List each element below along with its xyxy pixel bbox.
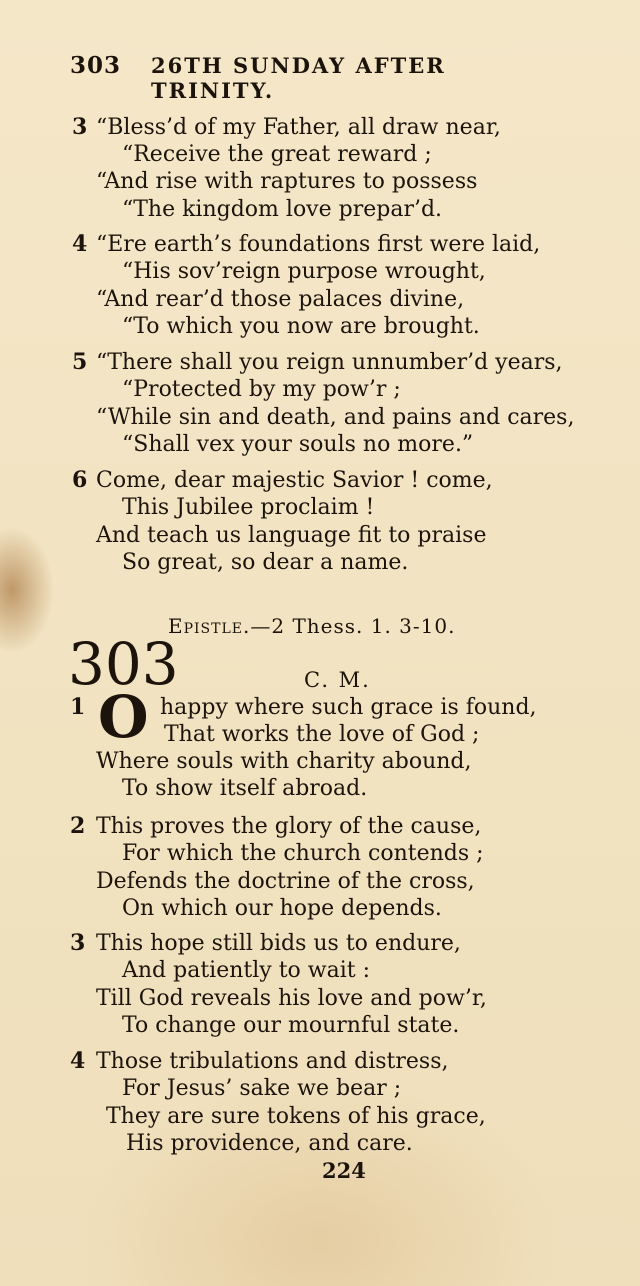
verse-line: To show itself abroad. <box>122 776 368 801</box>
header-page-number: 303 <box>70 52 122 79</box>
verse-number: 1 <box>70 694 86 720</box>
drop-cap: O <box>98 683 149 751</box>
verse-line: “While sin and death, and pains and cares, <box>96 405 575 430</box>
header-title: 26TH SUNDAY AFTER TRINITY. <box>151 53 446 103</box>
verse-line: happy where such grace is found, <box>160 695 537 720</box>
verse-line: On which our hope depends. <box>122 896 442 921</box>
hymn-number: 303 <box>68 630 179 698</box>
verse-line: Till God reveals his love and pow’r, <box>96 986 487 1011</box>
verse-line: For Jesus’ sake we bear ; <box>122 1076 402 1101</box>
hymn-meter: C. M. <box>304 668 371 692</box>
verse-line: “His sov’reign purpose wrought, <box>122 259 486 284</box>
verse-line: “The kingdom love prepar’d. <box>122 197 443 222</box>
verse-line: “Ere earth’s foundations first were laid, <box>96 232 541 257</box>
epistle-label: Epistle. <box>168 614 251 638</box>
verse-line: For which the church contends ; <box>122 841 484 866</box>
epistle-heading <box>168 614 455 638</box>
verse-line: His providence, and care. <box>126 1131 413 1156</box>
running-header <box>70 52 570 103</box>
verse-line: They are sure tokens of his grace, <box>106 1104 486 1129</box>
verse-number: 3 <box>72 114 88 140</box>
verse-line: “And rear’d those palaces divine, <box>96 287 465 312</box>
verse-line: Defends the doctrine of the cross, <box>96 869 475 894</box>
verse-line: “And rise with raptures to possess <box>96 169 478 194</box>
verse-line: This hope still bids us to endure, <box>96 931 461 956</box>
verse-line: And patiently to wait : <box>122 958 371 983</box>
epistle-reference: —2 Thess. 1. 3-10. <box>250 614 456 638</box>
verse-line: “To which you now are brought. <box>122 314 480 339</box>
verse-line: This Jubilee proclaim ! <box>122 495 375 520</box>
verse-line: “Receive the great reward ; <box>122 142 432 167</box>
verse-line: “There shall you reign unnumber’d years, <box>96 350 563 375</box>
verse-number: 2 <box>70 813 86 839</box>
verse-line: Those tribulations and distress, <box>96 1049 449 1074</box>
verse-number: 3 <box>70 930 86 956</box>
verse-line: Come, dear majestic Savior ! come, <box>96 468 493 493</box>
footer-page-number: 224 <box>322 1158 366 1183</box>
verse-number: 5 <box>72 349 88 375</box>
verse-line: Where souls with charity abound, <box>96 749 472 774</box>
verse-line: That works the love of God ; <box>164 722 480 747</box>
verse-line: “Bless’d of my Father, all draw near, <box>96 115 501 140</box>
verse-line: This proves the glory of the cause, <box>96 814 482 839</box>
verse-line: So great, so dear a name. <box>122 550 409 575</box>
verse-line: “Protected by my pow’r ; <box>122 377 401 402</box>
verse-line: “Shall vex your souls no more.” <box>122 432 474 457</box>
verse-line: To change our mournful state. <box>122 1013 460 1038</box>
verse-line: And teach us language fit to praise <box>96 523 487 548</box>
verse-number: 6 <box>72 467 88 493</box>
verse-number: 4 <box>70 1048 86 1074</box>
verse-number: 4 <box>72 231 88 257</box>
